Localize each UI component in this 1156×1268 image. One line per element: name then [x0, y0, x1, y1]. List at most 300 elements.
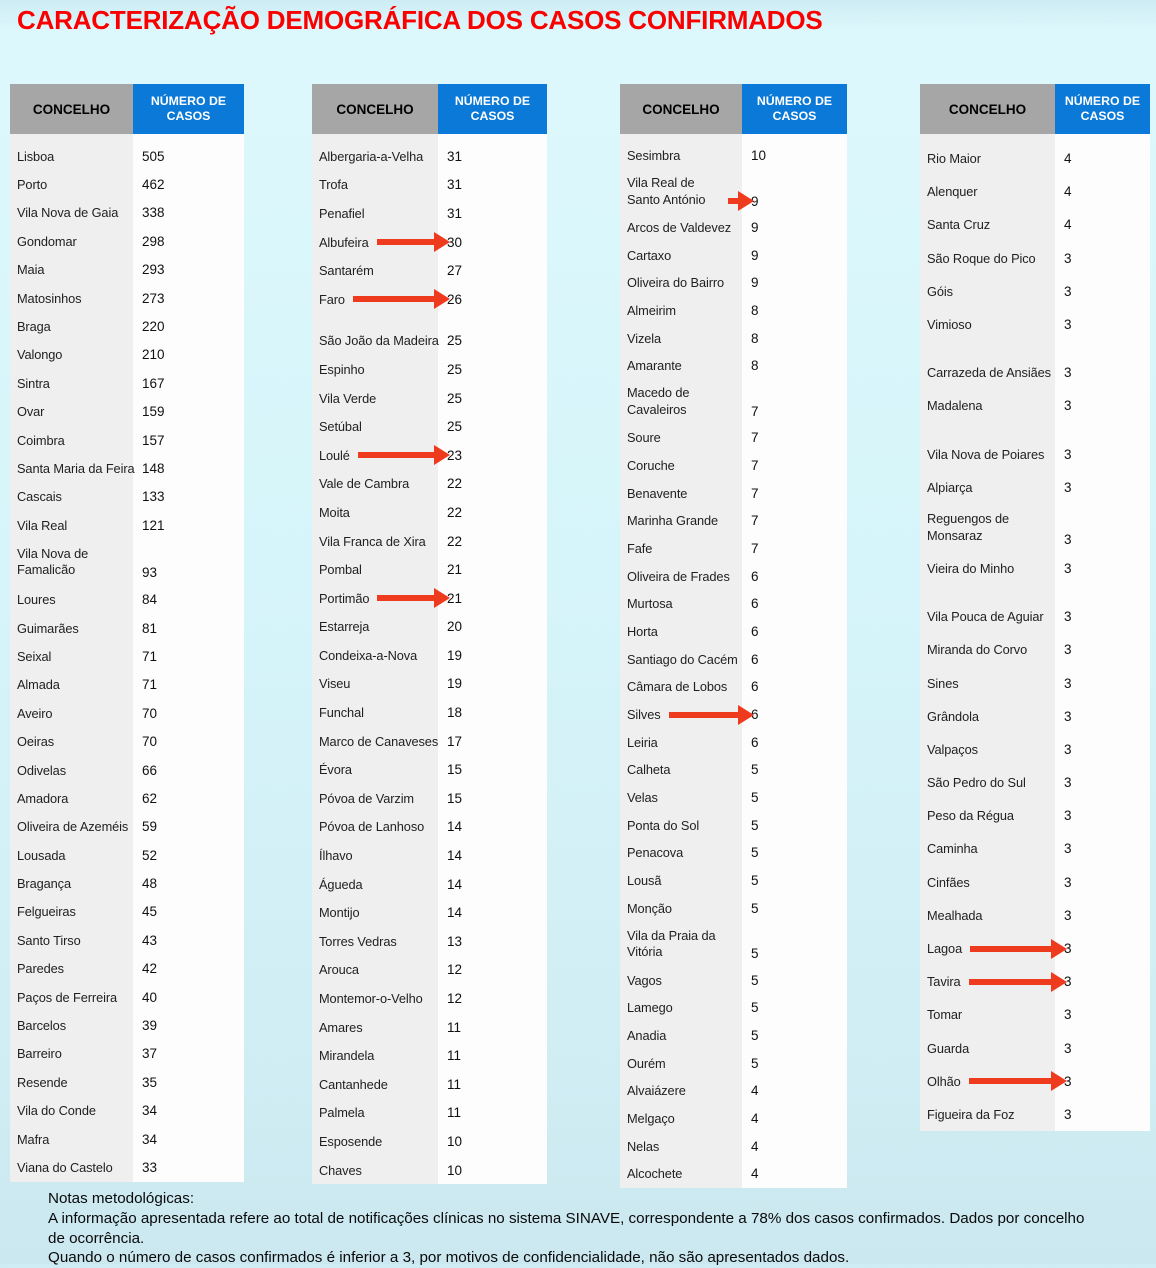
- table-row: [920, 438, 1150, 471]
- spacer-row: [312, 134, 547, 142]
- concelho-name: Barreiro: [17, 1046, 62, 1062]
- concelho-name: Espinho: [319, 361, 365, 377]
- table-row: [920, 633, 1150, 666]
- concelho-name: Cinfães: [927, 874, 970, 890]
- concelho-name: Montemor-o-Velho: [319, 991, 423, 1007]
- table-header: [920, 84, 1150, 134]
- concelho-name: Palmela: [319, 1105, 365, 1121]
- concelho-name: Ílhavo: [319, 848, 353, 864]
- concelho-name: Peso da Régua: [927, 808, 1014, 824]
- table-row: [920, 552, 1150, 585]
- table-row: [10, 1125, 244, 1153]
- table-row: [620, 645, 847, 673]
- concelho-name: Lisboa: [17, 148, 55, 164]
- case-count: 17: [447, 733, 463, 749]
- concelho-name: Benavente: [627, 485, 688, 501]
- concelho-name: Vale de Cambra: [319, 476, 410, 492]
- concelho-name: Setúbal: [319, 419, 362, 435]
- table-row: [10, 841, 244, 869]
- concelho-name: Alpiarça: [927, 479, 973, 495]
- table-row: [620, 701, 847, 729]
- table-row: [10, 926, 244, 954]
- table-row: [10, 227, 244, 255]
- case-count: 3: [1064, 531, 1072, 547]
- concelho-name: Vila Pouca de Aguiar: [927, 609, 1044, 625]
- table-row: [10, 1068, 244, 1096]
- case-count: 3: [1064, 708, 1072, 724]
- case-count: 11: [447, 1019, 462, 1035]
- concelho-name: Vila Nova de Poiares: [927, 446, 1045, 462]
- concelho-name: Horta: [627, 623, 658, 639]
- table-row: [10, 869, 244, 897]
- case-count: 210: [142, 347, 165, 363]
- table-row: [620, 728, 847, 756]
- table-row: [312, 470, 547, 499]
- table-row: [312, 199, 547, 228]
- concelho-name: Esposende: [319, 1133, 383, 1149]
- case-count: 59: [142, 819, 158, 835]
- table-row: [920, 866, 1150, 899]
- table-row: [920, 275, 1150, 308]
- case-count: 3: [1064, 317, 1072, 333]
- right-arrow-icon: [969, 972, 1067, 992]
- concelho-name: Sines: [927, 675, 959, 691]
- case-count: 8: [751, 303, 759, 319]
- table-row: [920, 308, 1150, 341]
- concelho-name: Oeiras: [17, 734, 55, 750]
- table-row: [10, 983, 244, 1011]
- concelho-name: Maia: [17, 262, 45, 278]
- case-count: 167: [142, 375, 165, 391]
- case-count: 3: [1064, 775, 1072, 791]
- table-row: [620, 424, 847, 452]
- table-row: [312, 755, 547, 784]
- table-row: [920, 932, 1150, 965]
- spacer-row: [920, 341, 1150, 356]
- case-count: 22: [447, 476, 463, 492]
- concelho-name: Marinha Grande: [627, 513, 719, 529]
- table-row: [312, 727, 547, 756]
- table-row: [10, 727, 244, 755]
- table-row: [920, 242, 1150, 275]
- table-row: [10, 199, 244, 227]
- table-row: [312, 870, 547, 899]
- case-count: 3: [1064, 609, 1072, 625]
- case-count: 9: [751, 193, 759, 209]
- concelho-name: Mafra: [17, 1131, 50, 1147]
- table-row: [620, 994, 847, 1022]
- case-count: 14: [447, 819, 463, 835]
- table-row: [920, 799, 1150, 832]
- spacer-row: [312, 314, 547, 327]
- concelho-name: Vila Franca de Xira: [319, 533, 426, 549]
- concelho-name: Rio Maior: [927, 151, 981, 167]
- concelho-name: Almeirim: [627, 303, 676, 319]
- case-count: 4: [1064, 217, 1072, 233]
- concelho-column-header: CONCELHO: [620, 84, 742, 134]
- notes-heading: Notas metodológicas:: [48, 1190, 195, 1207]
- concelho-name: Valpaços: [927, 741, 978, 757]
- concelho-name: Reguengos de Monsaraz: [927, 511, 1010, 543]
- table-row: [10, 170, 244, 198]
- case-count: 34: [142, 1131, 158, 1147]
- case-count: 15: [447, 762, 463, 778]
- table-row: [10, 256, 244, 284]
- case-count: 505: [142, 148, 165, 164]
- case-count: 10: [447, 1133, 463, 1149]
- concelho-name: Velas: [627, 790, 658, 806]
- table-row: [312, 984, 547, 1013]
- case-count: 3: [1064, 1073, 1072, 1089]
- concelho-name: Estarreja: [319, 619, 370, 635]
- case-count: 13: [447, 933, 463, 949]
- concelho-name: Matosinhos: [17, 290, 82, 306]
- concelho-name: Cascais: [17, 489, 62, 505]
- concelho-name: Valongo: [17, 347, 63, 363]
- concelho-name: Macedo de Cavaleiros: [627, 385, 690, 417]
- case-count: 3: [1064, 479, 1072, 495]
- concelho-name: Santa Maria da Feira: [17, 460, 135, 476]
- case-count: 3: [1064, 446, 1072, 462]
- case-count: 3: [1064, 283, 1072, 299]
- table-row: [312, 412, 547, 441]
- case-count: 298: [142, 233, 165, 249]
- case-count: 23: [447, 447, 463, 463]
- concelho-name: Vimioso: [927, 317, 972, 333]
- concelho-name: Santo Tirso: [17, 932, 81, 948]
- case-count: 7: [751, 513, 759, 529]
- case-count: 20: [447, 619, 463, 635]
- right-arrow-icon: [969, 1071, 1067, 1091]
- notes-line-2: Quando o número de casos confirmados é inferior a 3, por motivos de confidencialidade, não são apresentados dados.: [48, 1249, 850, 1267]
- concelho-name: Figueira da Foz: [927, 1106, 1015, 1122]
- table-row: [620, 1105, 847, 1133]
- table-row: [620, 142, 847, 170]
- concelho-name: Mirandela: [319, 1048, 375, 1064]
- case-count: 3: [1064, 1106, 1072, 1122]
- table-row: [312, 784, 547, 813]
- concelho-name: Arouca: [319, 962, 359, 978]
- concelho-name: Amarante: [627, 358, 682, 374]
- table-row: [620, 784, 847, 812]
- case-count: 6: [751, 651, 759, 667]
- case-count: 25: [447, 333, 463, 349]
- concelho-name: Coimbra: [17, 432, 65, 448]
- table-row: [620, 618, 847, 646]
- concelho-name: Vizela: [627, 330, 662, 346]
- table-row: [620, 241, 847, 269]
- concelho-name: Albergaria-a-Velha: [319, 148, 424, 164]
- case-count: 6: [751, 623, 759, 639]
- case-count: 3: [1064, 874, 1072, 890]
- case-count: 7: [751, 485, 759, 501]
- case-count: 3: [1064, 675, 1072, 691]
- case-count: 121: [142, 517, 165, 533]
- case-count: 35: [142, 1074, 158, 1090]
- case-count: 21: [447, 562, 463, 578]
- table-row: [312, 142, 547, 171]
- concelho-name: Vila do Conde: [17, 1103, 96, 1119]
- table-row: [920, 175, 1150, 208]
- spacer-row: [920, 423, 1150, 438]
- table-row: [312, 898, 547, 927]
- concelho-name: Monção: [627, 900, 672, 916]
- concelho-name: Oliveira de Azeméis: [17, 819, 129, 835]
- table-row: [920, 142, 1150, 175]
- concelho-name: Arcos de Valdevez: [627, 220, 732, 236]
- case-count: 5: [751, 1027, 759, 1043]
- concelho-name: Funchal: [319, 705, 364, 721]
- cases-table-2: [312, 84, 547, 1184]
- concelho-name: Silves: [627, 707, 661, 723]
- table-row: [312, 1127, 547, 1156]
- table-row: [10, 756, 244, 784]
- case-count: 15: [447, 790, 463, 806]
- concelho-name: Cantanhede: [319, 1076, 388, 1092]
- table-row: [620, 590, 847, 618]
- case-count: 19: [447, 676, 463, 692]
- case-count: 30: [447, 234, 463, 250]
- table-row: [920, 208, 1150, 241]
- case-count: 71: [142, 648, 158, 664]
- case-count: 7: [751, 430, 759, 446]
- case-count: 5: [751, 946, 759, 962]
- case-count: 19: [447, 647, 463, 663]
- concelho-name: Santa Cruz: [927, 217, 991, 233]
- concelho-name: Águeda: [319, 876, 363, 892]
- case-count: 6: [751, 707, 759, 723]
- case-count: 4: [751, 1110, 759, 1126]
- numero-de-casos-column-header: NÚMERO DE CASOS: [438, 84, 547, 134]
- case-count: 3: [1064, 1040, 1072, 1056]
- concelho-name: Penacova: [627, 845, 684, 861]
- concelho-name: Tomar: [927, 1007, 963, 1023]
- concelho-name: Calheta: [627, 762, 671, 778]
- concelho-name: Viana do Castelo: [17, 1159, 113, 1175]
- concelho-name: Anadia: [627, 1027, 667, 1043]
- concelho-name: Chaves: [319, 1162, 362, 1178]
- concelho-name: Loulé: [319, 447, 350, 463]
- case-count: 39: [142, 1018, 158, 1034]
- case-count: 3: [1064, 642, 1072, 658]
- concelho-name: Góis: [927, 283, 953, 299]
- case-count: 3: [1064, 907, 1072, 923]
- case-count: 14: [447, 848, 463, 864]
- case-count: 5: [751, 972, 759, 988]
- table-row: [10, 341, 244, 369]
- concelho-name: Pombal: [319, 562, 362, 578]
- table-row: [10, 454, 244, 482]
- case-count: 9: [751, 220, 759, 236]
- concelho-name: Lamego: [627, 1000, 673, 1016]
- case-count: 14: [447, 876, 463, 892]
- case-count: 3: [1064, 398, 1072, 414]
- table-row: [620, 966, 847, 994]
- concelho-name: Vila Nova de Famalicão: [17, 545, 89, 578]
- concelho-name: Guimarães: [17, 620, 79, 636]
- table-row: [620, 297, 847, 325]
- case-count: 5: [751, 1000, 759, 1016]
- concelho-name: Albufeira: [319, 234, 369, 250]
- concelho-name: Porto: [17, 177, 48, 193]
- table-row: [620, 269, 847, 297]
- concelho-name: Fafe: [627, 540, 653, 556]
- table-row: [10, 1040, 244, 1068]
- case-count: 11: [447, 1105, 462, 1121]
- case-count: 22: [447, 533, 463, 549]
- concelho-name: Moita: [319, 504, 350, 520]
- spacer-row: [10, 134, 244, 142]
- case-count: 12: [447, 991, 463, 1007]
- concelho-column-header: CONCELHO: [312, 84, 438, 134]
- concelho-name: Vila Real de Santo António: [627, 175, 706, 207]
- concelho-name: Loures: [17, 592, 56, 608]
- table-row: [10, 699, 244, 727]
- table-row: [10, 671, 244, 699]
- case-count: 81: [142, 620, 158, 636]
- concelho-name: Gondomar: [17, 233, 77, 249]
- table-row: [620, 380, 847, 424]
- concelho-name: Braga: [17, 319, 51, 335]
- concelho-name: Odivelas: [17, 762, 66, 778]
- table-row: [312, 384, 547, 413]
- table-row: [620, 1160, 847, 1188]
- case-count: 462: [142, 177, 165, 193]
- concelho-name: Cartaxo: [627, 247, 672, 263]
- concelho-name: Paredes: [17, 961, 64, 977]
- case-count: 7: [751, 403, 759, 419]
- table-row: [920, 666, 1150, 699]
- case-count: 25: [447, 361, 463, 377]
- concelho-name: Condeixa-a-Nova: [319, 647, 418, 663]
- concelho-name: Santiago do Cacém: [627, 651, 738, 667]
- concelho-name: Penafiel: [319, 205, 365, 221]
- case-count: 338: [142, 205, 165, 221]
- concelho-name: Amadora: [17, 790, 69, 806]
- table-row: [920, 832, 1150, 865]
- concelho-name: Sesimbra: [627, 148, 681, 164]
- table-row: [620, 673, 847, 701]
- case-count: 3: [1064, 1007, 1072, 1023]
- concelho-name: Alcochete: [627, 1166, 683, 1182]
- table-row: [312, 228, 547, 257]
- table-row: [620, 867, 847, 895]
- case-count: 14: [447, 905, 463, 921]
- table-row: [920, 1065, 1150, 1098]
- table-row: [10, 1153, 244, 1181]
- concelho-name: Vagos: [627, 972, 662, 988]
- case-count: 27: [447, 263, 463, 279]
- concelho-name: São João da Madeira: [319, 333, 439, 349]
- concelho-name: Melgaço: [627, 1110, 675, 1126]
- case-count: 3: [1064, 808, 1072, 824]
- case-count: 10: [751, 148, 767, 164]
- table-row: [920, 998, 1150, 1031]
- case-count: 148: [142, 460, 165, 476]
- table-row: [10, 142, 244, 170]
- table-row: [312, 355, 547, 384]
- right-arrow-icon: [358, 445, 450, 465]
- spacer-row: [620, 134, 847, 142]
- table-row: [920, 1098, 1150, 1131]
- table-row: [312, 641, 547, 670]
- concelho-name: Trofa: [319, 177, 348, 193]
- right-arrow-icon: [728, 191, 754, 211]
- numero-de-casos-column-header: NÚMERO DE CASOS: [1055, 84, 1150, 134]
- concelho-name: Lousã: [627, 873, 662, 889]
- concelho-name: Portimão: [319, 590, 370, 606]
- case-count: 26: [447, 291, 463, 307]
- concelho-name: Sintra: [17, 375, 50, 391]
- concelho-name: Miranda do Corvo: [927, 642, 1028, 658]
- table-row: [10, 585, 244, 613]
- case-count: 5: [751, 1055, 759, 1071]
- concelho-name: Oliveira de Frades: [627, 568, 730, 584]
- concelho-name: Santarém: [319, 263, 374, 279]
- table-row: [10, 1011, 244, 1039]
- table-row: [312, 584, 547, 613]
- table-row: [10, 813, 244, 841]
- table-row: [312, 1041, 547, 1070]
- table-header: [312, 84, 547, 134]
- table-row: [920, 965, 1150, 998]
- case-count: 66: [142, 762, 158, 778]
- concelho-name: São Roque do Pico: [927, 250, 1036, 266]
- concelho-column-header: CONCELHO: [10, 84, 133, 134]
- case-count: 5: [751, 873, 759, 889]
- table-row: [620, 352, 847, 380]
- concelho-name: São Pedro do Sul: [927, 775, 1026, 791]
- case-count: 37: [142, 1046, 158, 1062]
- table-row: [312, 327, 547, 356]
- table-row: [10, 955, 244, 983]
- table-row: [620, 756, 847, 784]
- table-row: [620, 507, 847, 535]
- table-row: [920, 700, 1150, 733]
- case-count: 293: [142, 262, 165, 278]
- table-row: [312, 1013, 547, 1042]
- table-row: [312, 813, 547, 842]
- concelho-name: Viseu: [319, 676, 351, 692]
- case-count: 62: [142, 790, 158, 806]
- case-count: 3: [1064, 560, 1072, 576]
- concelho-name: Ponta do Sol: [627, 817, 700, 833]
- concelho-name: Lagoa: [927, 941, 963, 957]
- case-count: 31: [447, 177, 463, 193]
- concelho-name: Lousada: [17, 847, 66, 863]
- concelho-name: Paços de Ferreira: [17, 989, 118, 1005]
- table-row: [620, 922, 847, 966]
- case-count: 3: [1064, 941, 1072, 957]
- case-count: 3: [1064, 974, 1072, 990]
- cases-table-1: [10, 84, 244, 1182]
- case-count: 93: [142, 565, 158, 581]
- concelho-name: Barcelos: [17, 1018, 66, 1034]
- table-row: [10, 483, 244, 511]
- concelho-name: Vila da Praia da Vitória: [627, 927, 716, 960]
- case-count: 6: [751, 568, 759, 584]
- concelho-name: Oliveira do Bairro: [627, 275, 725, 291]
- case-count: 7: [751, 540, 759, 556]
- case-count: 5: [751, 845, 759, 861]
- concelho-name: Faro: [319, 291, 345, 307]
- table-row: [620, 535, 847, 563]
- concelho-name: Alvaiázere: [627, 1083, 686, 1099]
- case-count: 71: [142, 677, 158, 693]
- table-row: [10, 312, 244, 340]
- table-row: [10, 784, 244, 812]
- case-count: 4: [1064, 151, 1072, 167]
